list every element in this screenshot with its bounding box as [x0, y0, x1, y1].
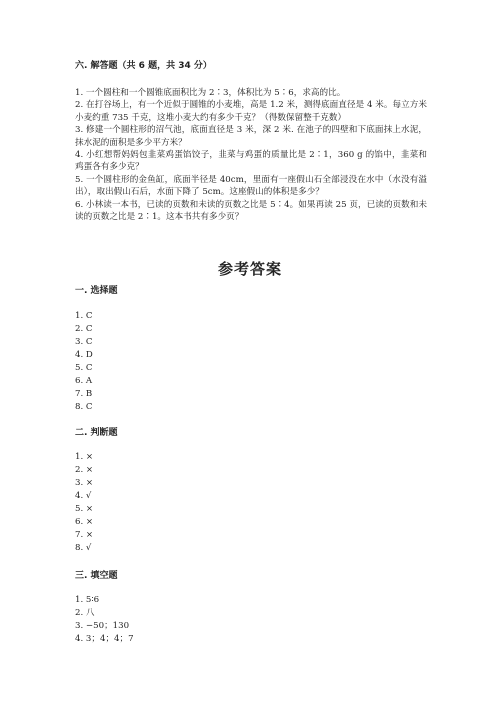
- problem-6: 6. 小林读一本书，已读的页数和未读的页数之比是 5∶4。如果再读 25 页，已读的页数和未读的页数之比是 2∶1。这本书共有多少页？: [75, 199, 427, 223]
- list-item: 5. ×: [75, 504, 94, 514]
- list-item: 7. ×: [75, 530, 94, 540]
- list-item: 4. 3；4；4；7: [75, 634, 134, 644]
- list-item: 3. C: [75, 337, 93, 347]
- list-item: 1. ×: [75, 452, 94, 462]
- list-item: 2. C: [75, 324, 93, 334]
- list-item: 4. √: [75, 491, 92, 501]
- list-item: 5. C: [75, 363, 93, 373]
- section-heading-choice: 一. 选择题: [75, 286, 118, 296]
- section-heading-fill: 三. 填空题: [75, 571, 118, 581]
- list-item: 4. D: [75, 350, 93, 360]
- section-heading-part6: 六. 解答题（共 6 题，共 34 分）: [75, 61, 212, 71]
- section-heading-judgment: 二. 判断题: [75, 428, 118, 438]
- problem-2: 2. 在打谷场上，有一个近似于圆锥的小麦堆，高是 1.2 米，测得底面直径是 4 米。每立方米小麦约重 735 千克，这堆小麦大约有多少千克？（得数保留整千克数）: [75, 100, 427, 123]
- list-item: 6. ×: [75, 517, 94, 527]
- choice-answer-list: [75, 310, 93, 414]
- list-item: 2. 八: [75, 608, 95, 618]
- problem-3: 3. 修建一个圆柱形的沼气池，底面直径是 3 米，深 2 米. 在池子的四壁和下底面抹上水泥，抹水泥的面积是多少平方米？: [75, 125, 427, 148]
- fill-answer-list: [75, 594, 134, 646]
- answers-title: 参考答案: [217, 260, 282, 278]
- list-item: 1. 5∶6: [75, 595, 100, 605]
- judgment-answer-list: [75, 451, 93, 555]
- list-item: 6. A: [75, 376, 93, 386]
- list-item: 1. C: [75, 311, 93, 321]
- problem-5: 5. 一个圆柱形的金鱼缸，底面半径是 40cm，里面有一座假山石全部浸没在水中（水没有溢出），取出假山石后，水面下降了 5cm。这座假山的体积是多少？: [75, 174, 427, 198]
- list-item: 7. B: [75, 389, 93, 399]
- list-item: 3. ×: [75, 478, 94, 488]
- list-item: 2. ×: [75, 465, 94, 475]
- problem-4: 4. 小红想帮妈妈包韭菜鸡蛋馅饺子，韭菜与鸡蛋的质量比是 2∶1，360 g 的馅中，韭菜和鸡蛋各有多少克？: [75, 150, 427, 173]
- list-item: 3. −50；130: [75, 621, 130, 631]
- list-item: 8. C: [75, 402, 93, 412]
- list-item: 8. √: [75, 543, 92, 553]
- problem-1: 1. 一个圆柱和一个圆锥底面积比为 2∶3，体积比为 5∶6，求高的比。: [75, 88, 346, 98]
- problem-list: [75, 87, 427, 223]
